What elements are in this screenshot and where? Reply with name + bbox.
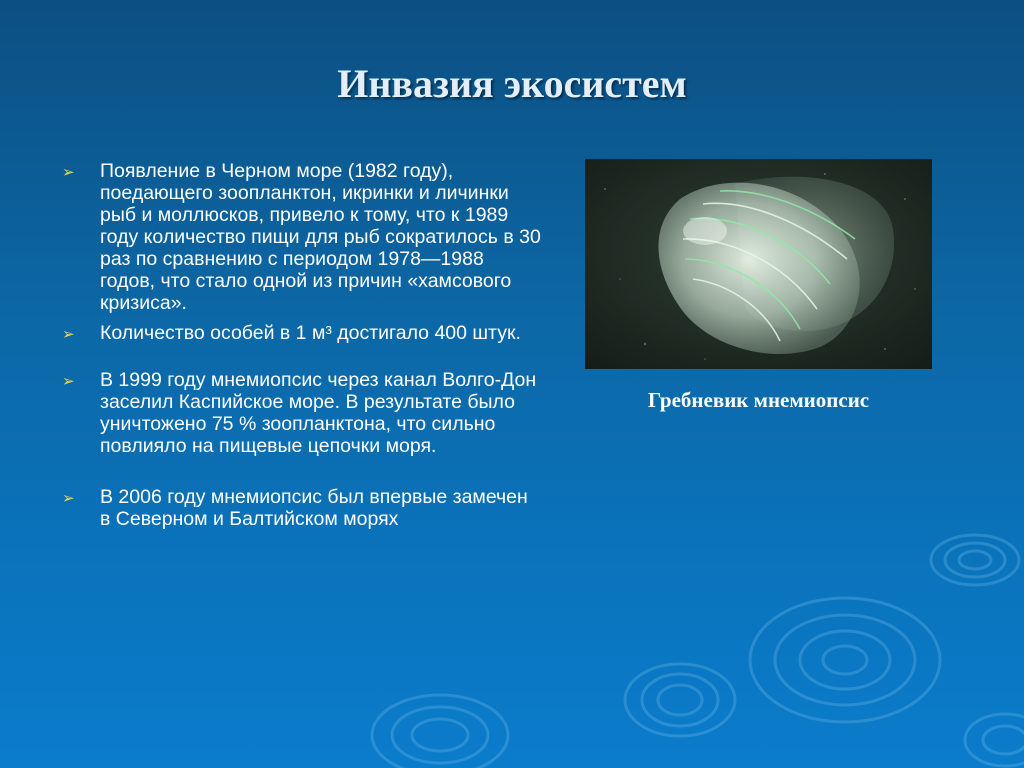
bullet-item — [62, 486, 542, 530]
bullet-list — [62, 160, 542, 530]
slide-title: Инвазия экосистем — [337, 61, 687, 106]
bullet-text: В 1999 году мнемиопсис через канал Волго-Дон заселил Каспийское море. В результате было уничтожено 75 % зоопланктона, что сильно повлияло на пищевые цепочки моря. — [100, 369, 537, 457]
photo-caption: Гребневик мнемиопсис — [647, 388, 870, 412]
arrow-bullet-icon: ➢ — [62, 489, 75, 507]
bullet-text: В 2006 году мнемиопсис был впервые замечен в Северном и Балтийском морях — [100, 486, 528, 530]
bullet-item — [62, 369, 542, 457]
comb-jelly-photo — [585, 159, 932, 369]
arrow-bullet-icon: ➢ — [62, 163, 75, 181]
arrow-bullet-icon: ➢ — [62, 325, 75, 343]
bullet-item — [62, 160, 542, 314]
arrow-bullet-icon: ➢ — [62, 372, 75, 390]
bullet-text: Количество особей в 1 м³ достигало 400 штук. — [100, 322, 521, 344]
bullet-text: Появление в Черном море (1982 году), поедающего зоопланктон, икринки и личинки рыб и моллюсков, привело к тому, что к 1989 году количество пищи для рыб сократилось в 30 раз по сравнению с периодом 1978—1988 годов, что стало одной из причин «хамсового кризиса». — [100, 160, 541, 314]
bullet-item — [62, 322, 542, 344]
